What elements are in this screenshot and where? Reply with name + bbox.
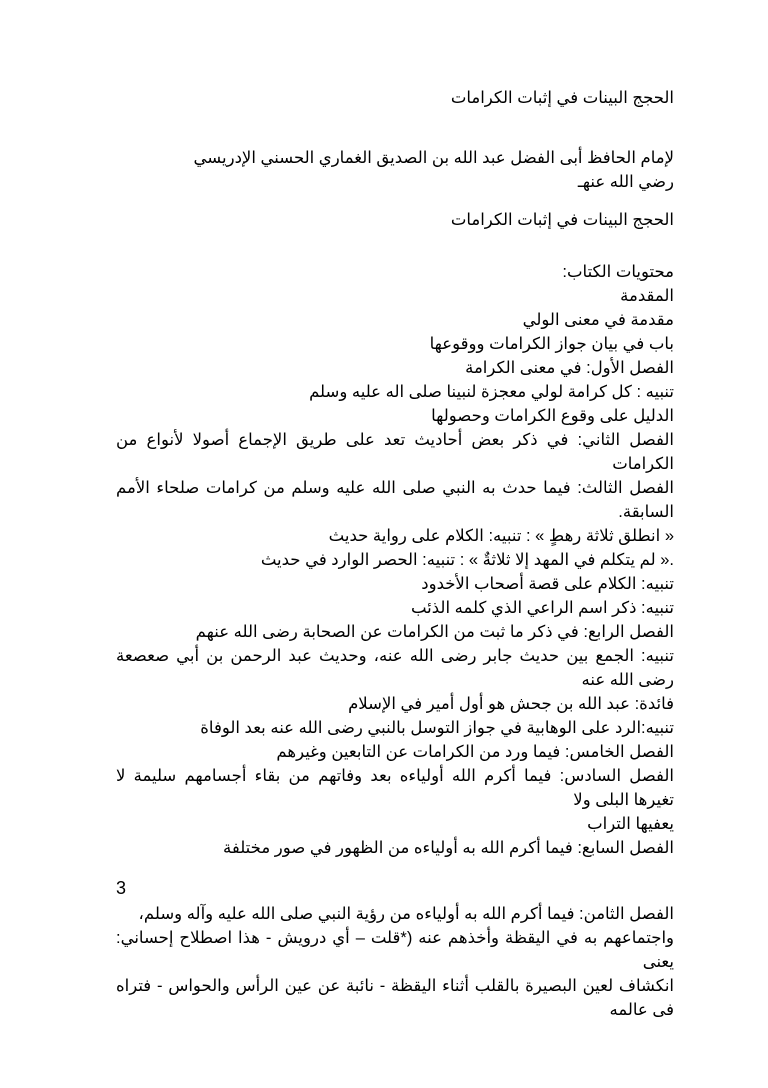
chapter-eight-block <box>116 902 674 1022</box>
toc-item: الفصل الثالث: فيما حدث به النبي صلى الله عليه وسلم من كرامات صلحاء الأمم السابقة. <box>116 479 674 521</box>
chapter8-line: الفصل الثامن: فيما أكرم الله به أولياءه من رؤية النبي صلى الله عليه وآله وسلم، <box>138 905 674 923</box>
toc-item: الفصل السابع: فيما أكرم الله به أولياءه من الظهور في صور مختلفة <box>223 839 674 857</box>
toc-item: الفصل الأول: في معنى الكرامة <box>465 359 674 377</box>
toc-item: تنبيه: ذكر اسم الراعي الذي كلمه الذئب <box>410 599 674 617</box>
author-blessing: رضي الله عنهـ <box>577 173 674 191</box>
chapter8-line: واجتماعهم به في اليقظة وأخذهم عنه (*قلت – أي درويش - هذا اصطلاح إحساني: يعنى <box>116 929 674 971</box>
toc-item: تنبيه:الرد على الوهابية في جواز التوسل بالنبي رضى الله عنه بعد الوفاة <box>200 719 674 737</box>
toc-item: تنبيه: الجمع بين حديث جابر رضى الله عنه، وحديث عبد الرحمن بن أبي صعصعة رضى الله عنه <box>116 647 674 689</box>
toc-item: .« لم يتكلم في المهد إلا ثلاثةٌ » : تنبيه: الحصر الوارد في حديث <box>260 551 674 569</box>
contents-heading: محتويات الكتاب: <box>562 263 674 281</box>
toc-item: باب في بيان جواز الكرامات ووقوعها <box>429 335 674 353</box>
toc-item: « انطلق ثلاثة رهطٍ » : تنبيه: الكلام على رواية حديث <box>328 527 674 545</box>
toc-item: المقدمة <box>620 287 674 305</box>
title-block <box>116 86 674 110</box>
chapter8-line: انكشاف لعين البصيرة بالقلب أثناء اليقظة - نائبة عن عين الرأس والحواس - فتراه فى عالمه <box>116 977 674 1019</box>
book-title-repeat: الحجج البينات في إثبات الكرامات <box>450 211 674 229</box>
title-repeat-block <box>116 208 674 232</box>
author-line: لإمام الحافظ أبى الفضل عبد الله بن الصديق الغماري الحسني الإدريسي <box>193 149 674 167</box>
toc-item: تنبيه : كل كرامة لولي معجزة لنبينا صلى اله عليه وسلم <box>309 383 674 401</box>
author-block <box>116 146 674 194</box>
toc-item: الفصل الثاني: في ذكر بعض أحاديث تعد على طريق الإجماع أصولا لأنواع من الكرامات <box>116 431 674 473</box>
table-of-contents <box>116 260 674 860</box>
toc-item: يعفيها التراب <box>587 815 674 833</box>
toc-item: تنبيه: الكلام على قصة أصحاب الأخدود <box>421 575 674 593</box>
page-number: 3 <box>116 878 127 898</box>
toc-item: فائدة: عبد الله بن جحش هو أول أمير في الإسلام <box>348 695 674 713</box>
toc-item: الدليل على وقوع الكرامات وحصولها <box>431 407 674 425</box>
toc-item: الفصل السادس: فيما أكرم الله أولياءه بعد وفاتهم من بقاء أجسامهم سليمة لا تغيرها البلى ولا <box>116 767 674 809</box>
toc-item: الفصل الرابع: في ذكر ما ثبت من الكرامات عن الصحابة رضى الله عنهم <box>195 623 674 641</box>
toc-item: الفصل الخامس: فيما ورد من الكرامات عن التابعين وغيرهم <box>276 743 674 761</box>
toc-item: مقدمة في معنى الولي <box>522 311 674 329</box>
book-title: الحجج البينات في إثبات الكرامات <box>450 89 674 107</box>
